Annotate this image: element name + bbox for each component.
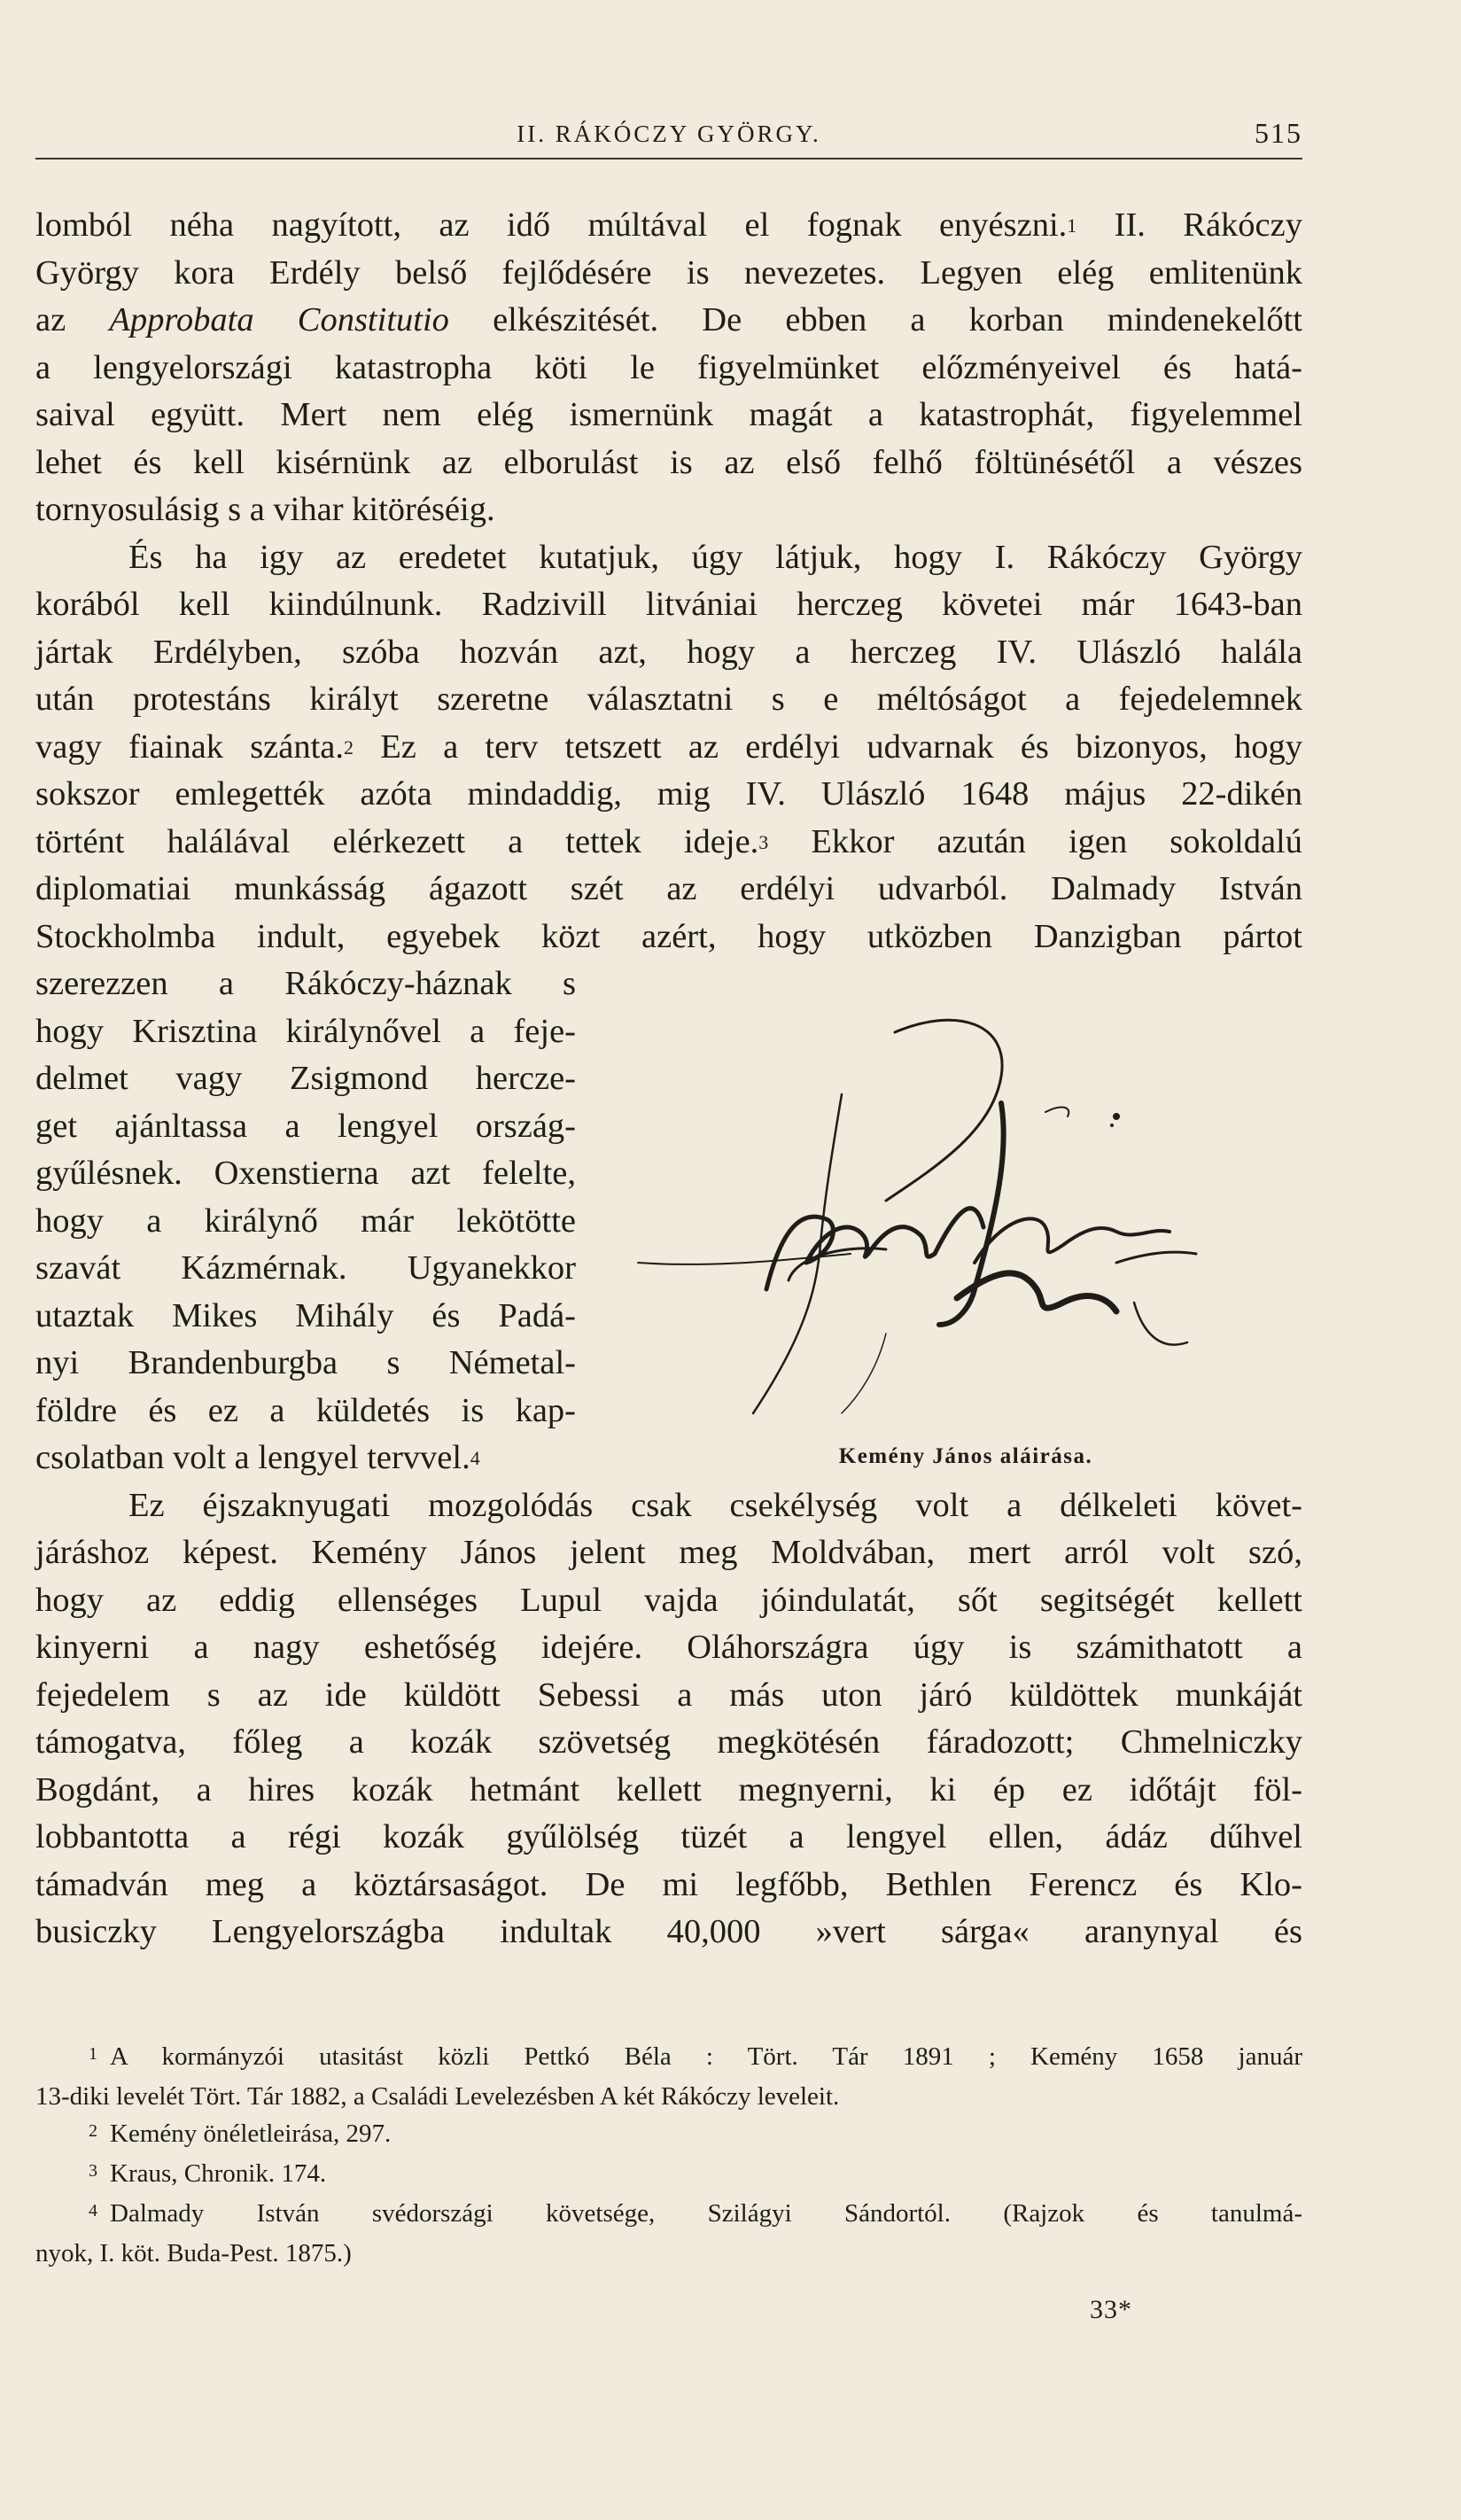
signature-icon	[620, 997, 1302, 1440]
text-line: lehet és kell kisérnünk az elborulást is az első felhő föltünésétől a vészes	[35, 443, 1302, 481]
text-line: És ha igy az eredetet kutatjuk, úgy látjuk, hogy I. Rákóczy György	[128, 538, 1302, 576]
footnote-ref[interactable]: 4	[470, 1447, 480, 1469]
text-line: vagy fiainak szánta.$^2$ Ez a terv tetszett az erdélyi udvarnak és bizonyos, hogy	[35, 727, 1303, 766]
text-line: nyi Brandenburgba s Németal-	[35, 1344, 576, 1381]
text-line: utaztak Mikes Mihály és Padá-	[35, 1296, 576, 1334]
text-line: támadván meg a köztársaságot. De mi legfőbb, Bethlen Ferencz és Klo-	[35, 1865, 1302, 1903]
text-line: az Approbata Constitutio elkészitését. De ebben a korban mindenekelőtt	[35, 301, 1302, 338]
footnote-mark: 2	[89, 2121, 97, 2141]
footnote-mark: 4	[89, 2201, 97, 2221]
running-header	[35, 115, 1302, 159]
footnotes	[35, 2038, 1302, 2272]
text-line: szerezzen a Rákóczy-háznak s	[35, 965, 576, 1002]
signature-figure	[620, 997, 1302, 1484]
text-line: hogy az eddig ellenséges Lupul vajda jóindulatát, sőt segitségét kellett	[35, 1581, 1302, 1619]
text-line: gyűlésnek. Oxenstierna azt felelte,	[35, 1155, 576, 1192]
text-line: Bogdánt, a hires kozák hetmánt kellett megnyerni, ki ép ez időtájt föl-	[35, 1770, 1302, 1808]
text-line: busiczky Lengyelországba indultak 40,000 »vert sárga« aranynyal és	[35, 1913, 1302, 1950]
footnote: $^2$ Kemény önéletleirása, 297.	[89, 2119, 392, 2148]
italic-title: Approbata Constitutio	[109, 301, 449, 338]
text-line: Stockholmba indult, egyebek közt azért, hogy utközben Danzigban pártot	[35, 917, 1302, 955]
text-line: jártak Erdélyben, szóba hozván azt, hogy a herczeg IV. Ulászló halála	[35, 633, 1302, 671]
text-line: saival együtt. Mert nem elég ismernünk magát a katastrophát, figyelemmel	[35, 396, 1302, 433]
text-line: szavát Kázmérnak. Ugyanekkor	[35, 1249, 576, 1287]
text-line: tornyosulásig s a vihar kitöréséig.	[35, 491, 495, 528]
text-line: támogatva, főleg a kozák szövetség megkötésén fáradozott; Chmelniczky	[35, 1723, 1302, 1761]
footnote: nyok, I. köt. Buda-Pest. 1875.)	[35, 2239, 352, 2267]
printer-signature-mark: 33*	[1090, 2295, 1132, 2324]
text-line: földre és ez a küldetés is kap-	[35, 1391, 576, 1429]
text-line: után protestáns királyt szeretne választatni s e méltóságot a fejedelemnek	[35, 681, 1302, 718]
footnote: 13-diki levelét Tört. Tár 1882, a Családi Levelezésben A két Rákóczy leveleit.	[35, 2082, 840, 2111]
footnote: $^3$ Kraus, Chronik. 174.	[89, 2159, 327, 2188]
text-line: kinyerni a nagy eshetőség idejére. Oláhországra úgy is számithatott a	[35, 1629, 1302, 1666]
footnote: $^1$ A kormányzói utasitást közli Pettkó Béla : Tört. Tár 1891 ; Kemény 1658 január	[89, 2042, 1302, 2071]
text-line: diplomatiai munkásság ágazott szét az erdélyi udvarból. Dalmady István	[35, 870, 1302, 907]
text-line: György kora Erdély belső fejlődésére is nevezetes. Legyen elég emlitenünk	[35, 253, 1302, 292]
text-line: hogy a királynő már lekötötte	[35, 1202, 576, 1240]
text-line: hogy Krisztina királynővel a feje-	[35, 1012, 576, 1050]
text-line: sokszor emlegették azóta mindaddig, mig IV. Ulászló 1648 május 22-dikén	[35, 775, 1302, 813]
text-line: fejedelem s az ide küldött Sebessi a más uton járó küldöttek munkáját	[35, 1676, 1302, 1714]
text-line: delmet vagy Zsigmond hercze-	[35, 1060, 576, 1097]
text-line: járáshoz képest. Kemény János jelent meg Moldvában, mert arról volt szó,	[35, 1534, 1302, 1571]
text-line: get ajánltassa a lengyel ország-	[35, 1107, 576, 1145]
footnote: $^4$ Dalmady István svédországi követsége, Szilágyi Sándortól. (Rajzok és tanulmá-	[89, 2199, 1302, 2228]
footnote-mark: 3	[89, 2161, 97, 2181]
figure-caption: Kemény János aláirása.	[838, 1444, 1093, 1468]
text-line: korából kell kiindúlnunk. Radzivill litvániai herczeg követei már 1643-ban	[35, 586, 1302, 623]
footnote-mark: 1	[89, 2044, 97, 2064]
page-number: 515	[1255, 117, 1302, 149]
running-title: II. RÁKÓCZY GYÖRGY.	[517, 121, 821, 147]
text-line: történt halálával elérkezett a tettek ideje.$^3$ Ekkor azután igen sokoldalú	[35, 822, 1302, 860]
footnote-ref[interactable]: 2	[344, 735, 354, 758]
footnote-ref[interactable]: 1	[1067, 214, 1077, 237]
text-line: Ez éjszaknyugati mozgolódás csak csekélység volt a délkeleti követ-	[128, 1486, 1302, 1524]
footnote-ref[interactable]: 3	[758, 830, 769, 853]
text-line: csolatban volt a lengyel tervvel.$^4$	[35, 1439, 480, 1476]
text-line: a lengyelországi katastropha köti le figyelmünket előzményeivel és hatá-	[35, 348, 1302, 386]
text-line: lomból néha nagyított, az idő múltával el fognak enyészni.$^1$ II. Rákóczy	[35, 206, 1302, 244]
text-line: lobbantotta a régi kozák gyűlölség tüzét a lengyel ellen, ádáz dűhvel	[35, 1818, 1302, 1855]
